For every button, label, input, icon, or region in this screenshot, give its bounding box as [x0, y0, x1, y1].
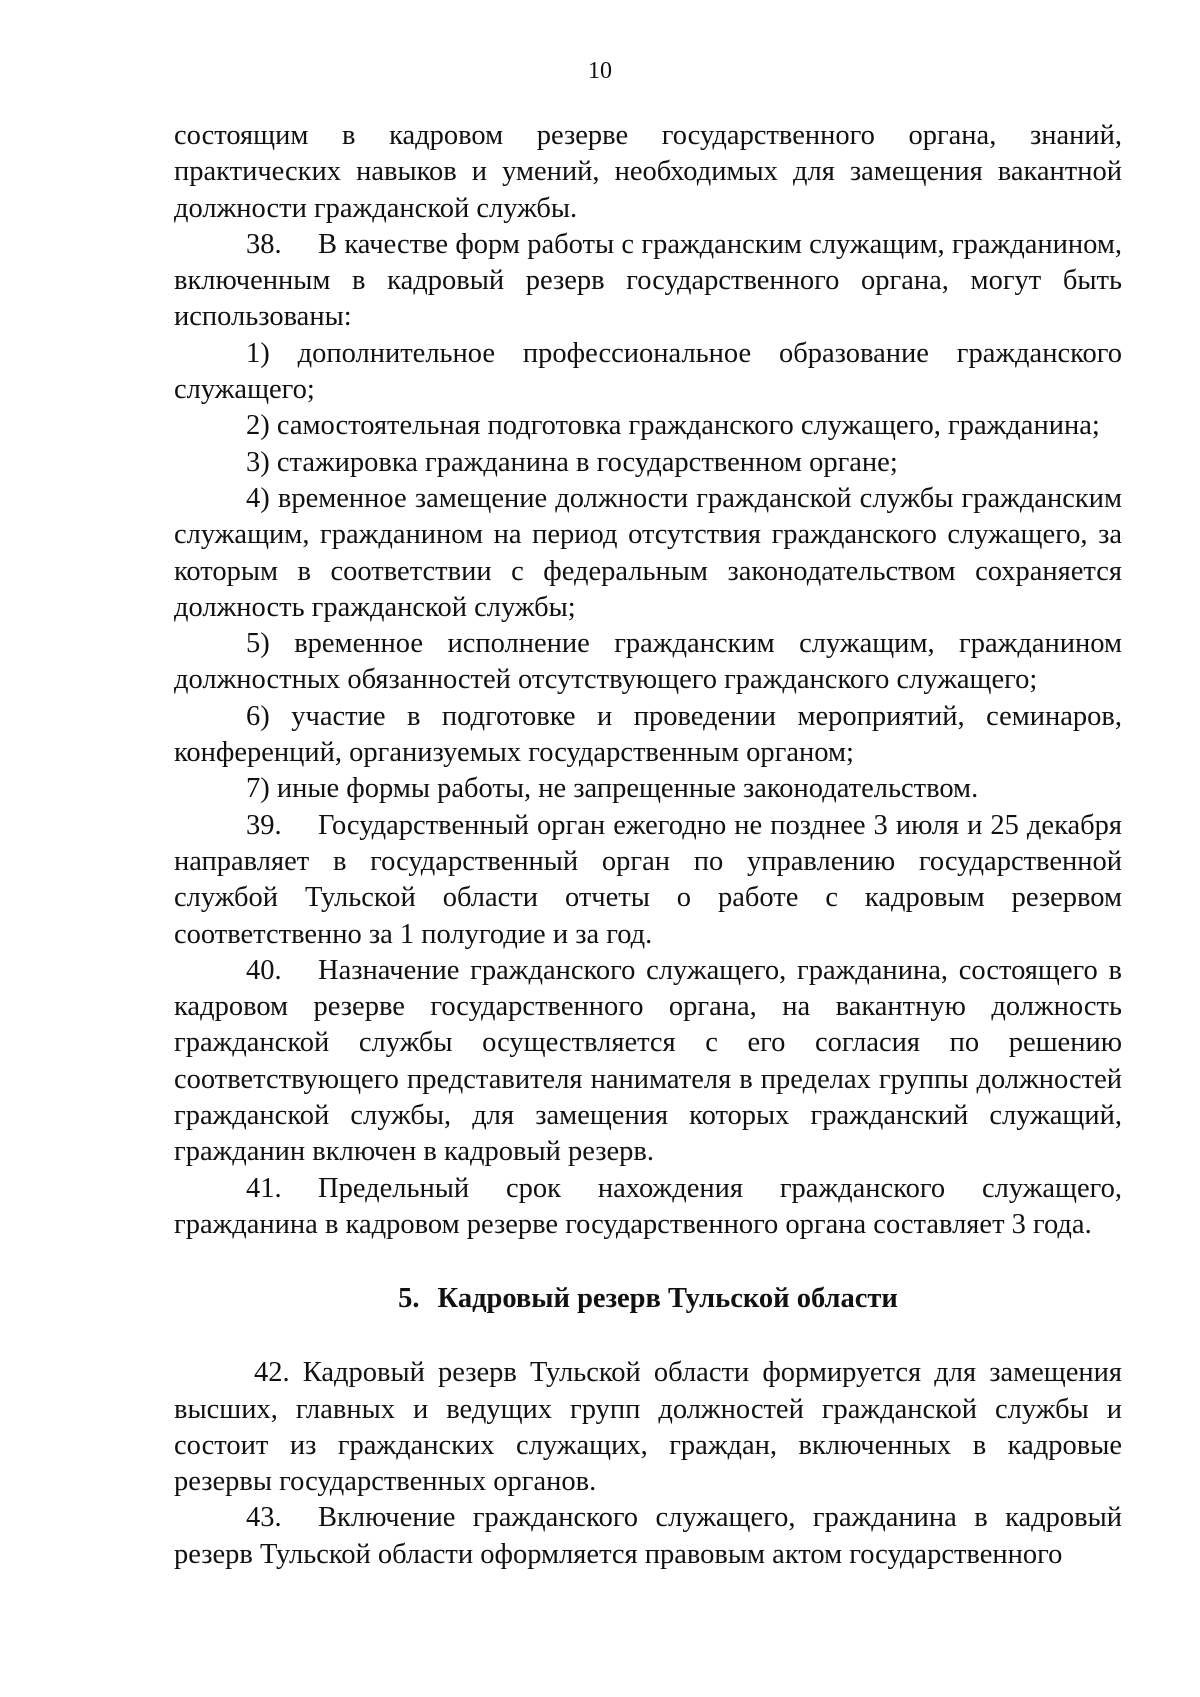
paragraph-number: 41.: [246, 1172, 282, 1204]
list-item-1: 1) дополнительное профессиональное образование гражданского служащего;: [174, 337, 1122, 406]
paragraph-continuation: состоящим в кадровом резерве государственного органа, знаний, практических навыков и умений, необходимых для замещения вакантной должности гражданской службы.: [174, 120, 1122, 224]
paragraph-text: В качестве форм работы с гражданским служащим, гражданином, включенным в кадровый резерв государственного органа, могут быть использованы:: [174, 228, 1122, 333]
list-item-6: 6) участие в подготовке и проведении мероприятий, семинаров, конференций, организуемых государственным органом;: [174, 700, 1122, 769]
paragraph-number: 40.: [246, 954, 282, 986]
list-item-2: 2) самостоятельная подготовка гражданского служащего, гражданина;: [246, 410, 1100, 442]
section-number: 5.: [398, 1283, 420, 1315]
paragraph-41: [174, 1171, 1122, 1244]
list-item-5: 5) временное исполнение гражданским служащим, гражданином должностных обязанностей отсутствующего гражданского служащего;: [174, 628, 1122, 696]
paragraph-text: Включение гражданского служащего, гражданина в кадровый резерв Тульской области оформляется правовым актом государственного: [174, 1502, 1122, 1570]
paragraph-42: 42. Кадровый резерв Тульской области формируется для замещения высших, главных и ведущих групп должностей гражданской службы и состоит из гражданских служащих, граждан, включенных в кадровые резервы государственных органов.: [174, 1357, 1122, 1498]
section-title: Кадровый резерв Тульской области: [437, 1283, 898, 1315]
document-body: [174, 118, 1122, 1573]
paragraph-text: Назначение гражданского служащего, гражданина, состоящего в кадровом резерве государственного органа, на вакантную должность гражданской службы осуществляется с его согласия по решению соответствующего представителя нанимателя в пределах группы должностей гражданской службы, для замещения которых гражданский служащий, гражданин включен в кадровый резерв.: [174, 954, 1122, 1168]
paragraph-39: [174, 808, 1122, 953]
paragraph-43: [174, 1500, 1122, 1573]
paragraph-number: 38.: [246, 228, 282, 260]
list-item-7: 7) иные формы работы, не запрещенные законодательством.: [246, 773, 979, 805]
section-heading: [174, 1281, 1122, 1317]
paragraph-number: 43.: [246, 1502, 282, 1534]
page-number: 10: [588, 58, 612, 84]
list-item-3: 3) стажировка гражданина в государственном органе;: [246, 446, 898, 478]
paragraph-40: [174, 953, 1122, 1171]
paragraph-38: [174, 227, 1122, 336]
paragraph-number: 39.: [246, 809, 282, 841]
paragraph-text: Предельный срок нахождения гражданского служащего, гражданина в кадровом резерве государственного органа составляет 3 года.: [174, 1172, 1122, 1240]
list-item-4: 4) временное замещение должности гражданской службы гражданским служащим, гражданином на период отсутствия гражданского служащего, за которым в соответствии с федеральным законодательством сохраняется должность гражданской службы;: [174, 482, 1122, 623]
paragraph-text: Государственный орган ежегодно не позднее 3 июля и 25 декабря направляет в государственный орган по управлению государственной службой Тульской области отчеты о работе с кадровым резервом соответственно за 1 полугодие и за год.: [174, 809, 1122, 950]
